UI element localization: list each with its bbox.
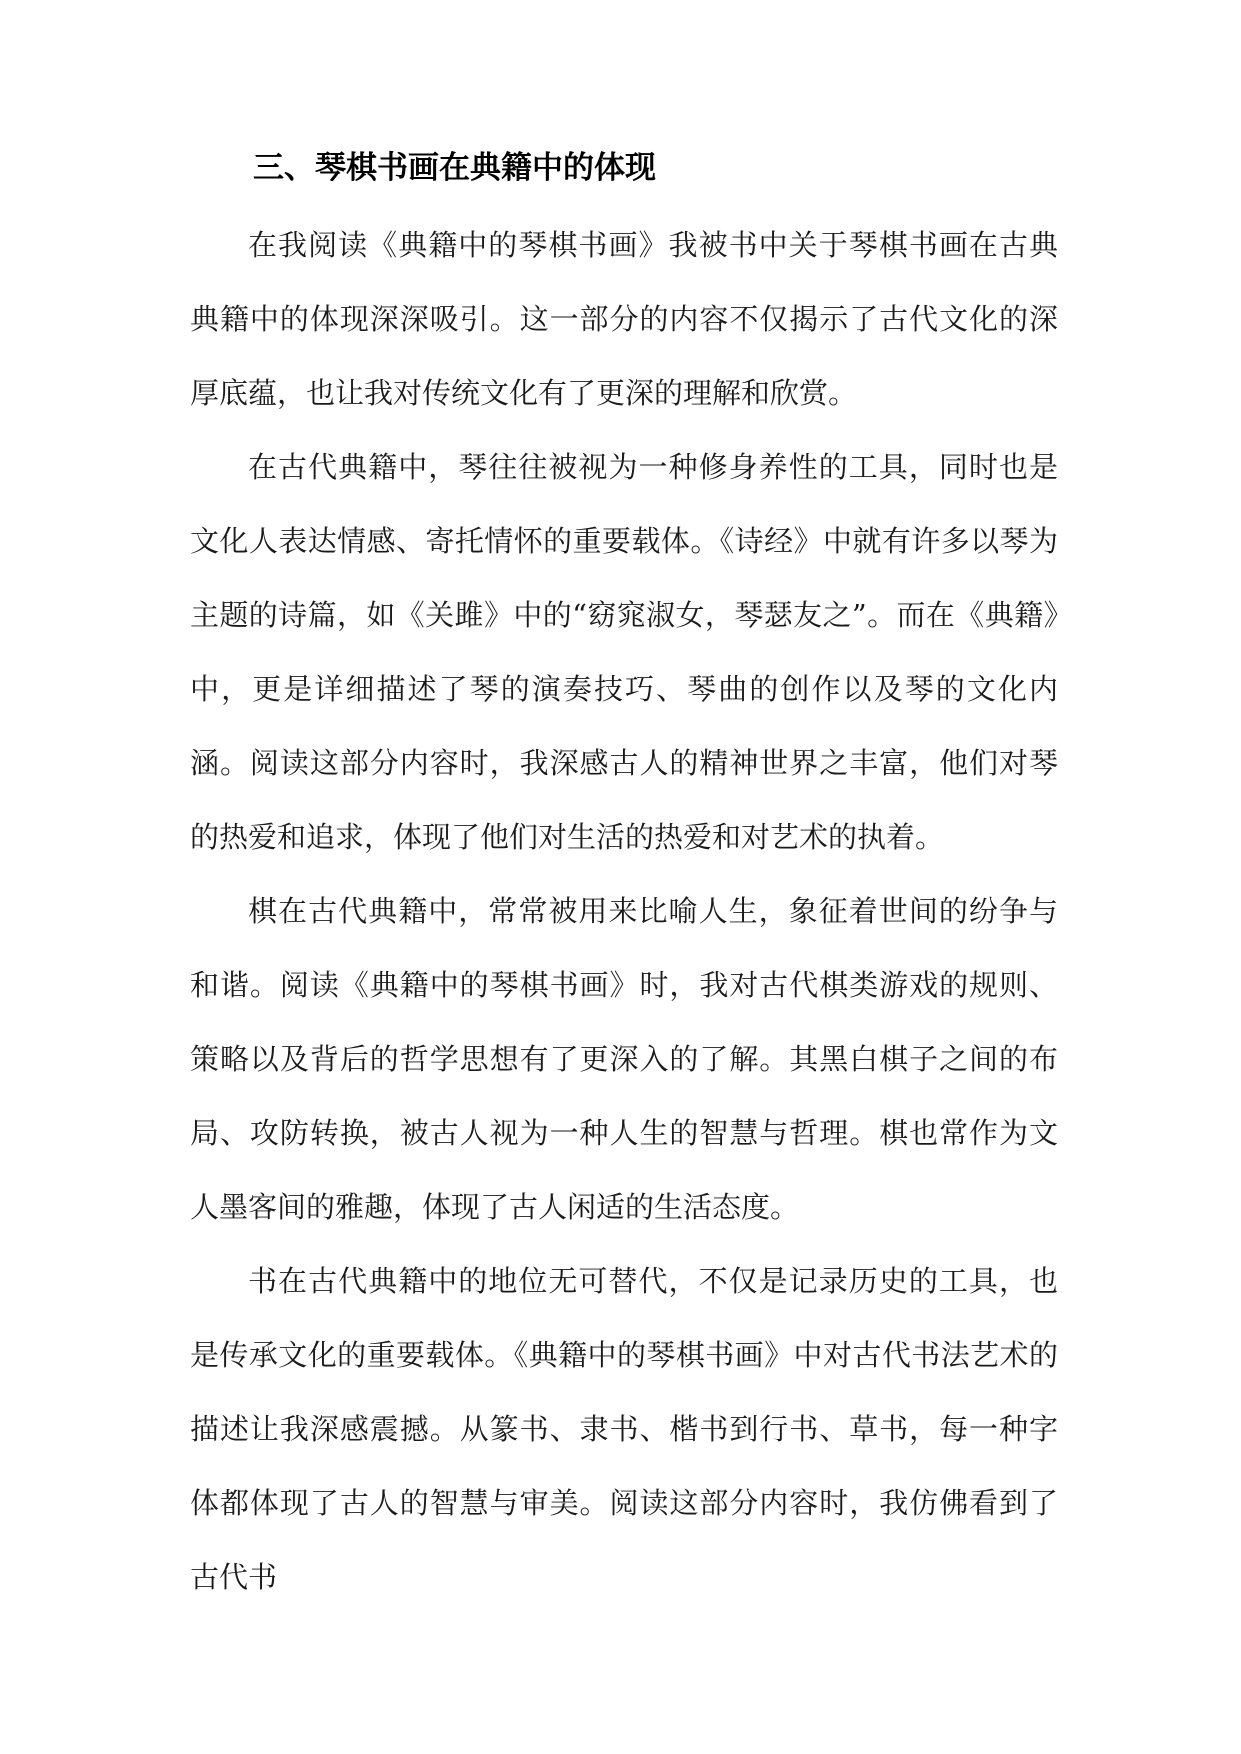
paragraph-intro: 在我阅读《典籍中的琴棋书画》我被书中关于琴棋书画在古典典籍中的体现深深吸引。这一部分的内容不仅揭示了古代文化的深厚底蕴，也让我对传统文化有了更深的理解和欣赏。 [190,228,1058,410]
paragraph-qi: 棋在古代典籍中，常常被用来比喻人生，象征着世间的纷争与和谐。阅读《典籍中的琴棋书画》时，我对古代棋类游戏的规则、策略以及背后的哲学思想有了更深入的了解。其黑白棋子之间的布局、攻防转换，被古人视为一种人生的智慧与哲理。棋也常作为文人墨客间的雅趣，体现了古人闲适的生活态度。 [190,894,1058,1224]
paragraph-qin: 在古代典籍中，琴往往被视为一种修身养性的工具，同时也是文化人表达情感、寄托情怀的重要载体。《诗经》中就有许多以琴为主题的诗篇，如《关雎》中的“窈窕淑女，琴瑟友之”。而在《典籍》中，更是详细描述了琴的演奏技巧、琴曲的创作以及琴的文化内涵。阅读这部分内容时，我深感古人的精神世界之丰富，他们对琴的热爱和追求，体现了他们对生活的热爱和对艺术的执着。 [190,450,1058,854]
body-text [190,208,1058,1614]
section-heading: 三、琴棋书画在典籍中的体现 [253,150,656,186]
paragraph-shu: 书在古代典籍中的地位无可替代，不仅是记录历史的工具，也是传承文化的重要载体。《典籍中的琴棋书画》中对古代书法艺术的描述让我深感震撼。从篆书、隶书、楷书到行书、草书，每一种字体都体现了古人的智慧与审美。阅读这部分内容时，我仿佛看到了古代书 [190,1264,1058,1594]
